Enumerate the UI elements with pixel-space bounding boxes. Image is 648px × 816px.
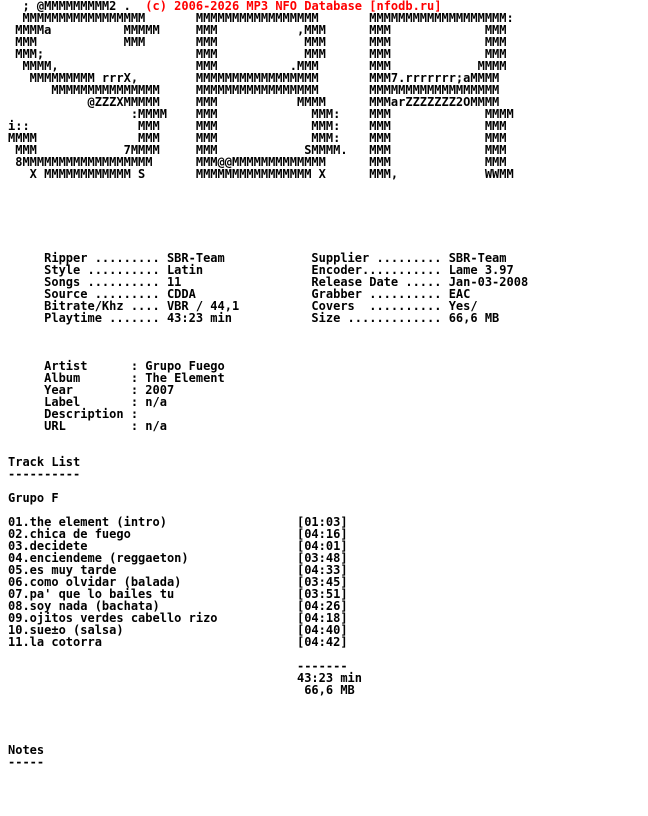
ascii-art-line: MMM MMM MMM MMM MMM MMM [8, 35, 507, 49]
nfo-document [8, 0, 528, 768]
tech-info-line: Source ......... CDDA Grabber .......... EAC [8, 287, 471, 301]
ascii-art-line: MMM; MMM MMM MMM MMM [8, 47, 507, 61]
total-size: 66,6 MB [8, 683, 355, 697]
ascii-art-line: MMMMMMMMM rrrX, MMMMMMMMMMMMMMMMM MMM7.rrrrrrr;aMMMM [8, 71, 500, 85]
track-row: 05.es muy tarde [04:33] [8, 563, 348, 577]
track-row: 03.decidete [04:01] [8, 539, 348, 553]
ascii-art-line: ; @MMMMMMMMM2 . [8, 0, 146, 13]
album-info-line: URL : n/a [8, 419, 167, 433]
tech-info-line: Style .......... Latin Encoder........... Lame 3.97 [8, 263, 514, 277]
ascii-art-line: i:: MMM MMM MMM: MMM MMM [8, 119, 507, 133]
ascii-art-line: MMMMMMMMMMMMMMM MMMMMMMMMMMMMMMMM MMMMMMMMMMMMMMMMMM [8, 83, 500, 97]
total-rule: ------- [8, 659, 348, 673]
album-info-line: Album : The Element [8, 371, 225, 385]
copyright-credit: (c) 2006-2026 MP3 NFO Database [nfodb.ru] [145, 0, 442, 13]
ascii-art-line: MMMMa MMMMM MMM ,MMM MMM MMM [8, 23, 507, 37]
track-list-heading: Track List [8, 455, 81, 469]
track-row: 02.chica de fuego [04:16] [8, 527, 348, 541]
album-info-line: Description : [8, 407, 139, 421]
tech-info-line: Bitrate/Khz .... VBR / 44,1 Covers .......... Yes/ [8, 299, 478, 313]
tech-info-line: Songs .......... 11 Release Date ..... Jan-03-2008 [8, 275, 529, 289]
track-group-name: Grupo F [8, 491, 59, 505]
ascii-art-line: MMMM MMM MMM MMM: MMM MMM [8, 131, 507, 145]
track-list-underline: ---------- [8, 467, 81, 481]
ascii-art-line: MMM 7MMMM MMM SMMMM. MMM MMM [8, 143, 507, 157]
total-time: 43:23 min [8, 671, 363, 685]
ascii-art-line: MMMMMMMMMMMMMMMMM MMMMMMMMMMMMMMMMM MMMMMMMMMMMMMMMMMMM: [8, 11, 514, 25]
notes-heading: Notes [8, 743, 45, 757]
track-row: 11.la cotorra [04:42] [8, 635, 348, 649]
track-row: 04.enciendeme (reggaeton) [03:48] [8, 551, 348, 565]
tech-info-line: Ripper ......... SBR-Team Supplier ......... SBR-Team [8, 251, 507, 265]
album-info-line: Artist : Grupo Fuego [8, 359, 225, 373]
ascii-art-line: :MMMM MMM MMM: MMM MMMM [8, 107, 514, 121]
notes-underline: ----- [8, 755, 45, 769]
ascii-art-line: X MMMMMMMMMMMM S MMMMMMMMMMMMMMMM X MMM, WWMM [8, 167, 514, 181]
album-info-line: Label : n/a [8, 395, 167, 409]
track-row: 08.soy nada (bachata) [04:26] [8, 599, 348, 613]
track-row: 09.ojitos verdes cabello rizo [04:18] [8, 611, 348, 625]
ascii-art-line: @ZZZXMMMMM MMM MMMM MMMarZZZZZZZ2OMMMM [8, 95, 500, 109]
tech-info-line: Playtime ....... 43:23 min Size ............. 66,6 MB [8, 311, 500, 325]
track-row: 06.como olvidar (balada) [03:45] [8, 575, 348, 589]
track-row: 01.the element (intro) [01:03] [8, 515, 348, 529]
track-row: 10.sue±o (salsa) [04:40] [8, 623, 348, 637]
track-row: 07.pa' que lo bailes tu [03:51] [8, 587, 348, 601]
ascii-art-line: 8MMMMMMMMMMMMMMMMMM MMM@@MMMMMMMMMMMMM MMM MMM [8, 155, 507, 169]
ascii-art-line: MMMM, MMM .MMM MMM MMMM [8, 59, 507, 73]
album-info-line: Year : 2007 [8, 383, 175, 397]
